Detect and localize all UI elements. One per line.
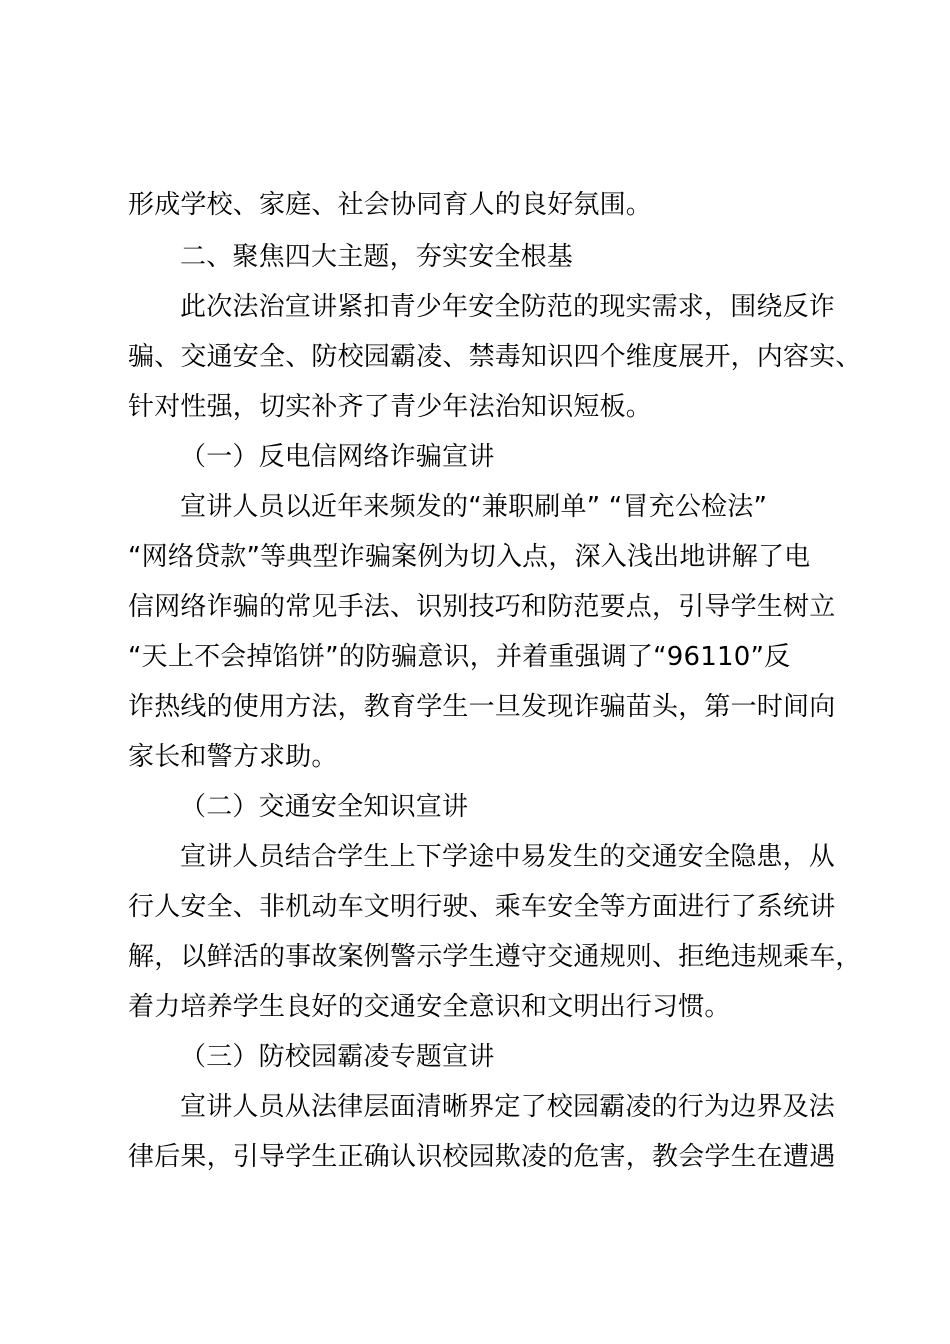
- body-text-line: 诈热线的使用方法，教育学生一旦发现诈骗苗头，第一时间向: [128, 692, 836, 722]
- body-text-line: 行人安全、非机动车文明行驶、乘车安全等方面进行了系统讲: [128, 892, 836, 922]
- body-text-line: 此次法治宣讲紧扣青少年安全防范的现实需求，围绕反诈: [180, 292, 836, 322]
- subsection-heading: （三）防校园霸凌专题宣讲: [180, 1042, 495, 1072]
- body-text-line: 宣讲人员从法律层面清晰界定了校园霸凌的行为边界及法: [180, 1092, 836, 1122]
- subsection-heading: （一）反电信网络诈骗宣讲: [180, 442, 495, 472]
- body-text-line: 针对性强，切实补齐了青少年法治知识短板。: [128, 392, 653, 422]
- body-text-line: “网络贷款”等典型诈骗案例为切入点，深入浅出地讲解了电: [128, 542, 811, 572]
- body-text-line: 宣讲人员结合学生上下学途中易发生的交通安全隐患，从: [180, 842, 836, 872]
- section-heading: 二、聚焦四大主题，夯实安全根基: [180, 242, 574, 272]
- body-text-line: “天上不会掉馅饼”的防骗意识，并着重强调了“96110”反: [128, 642, 791, 672]
- body-text-line: 解，以鲜活的事故案例警示学生遵守交通规则、拒绝违规乘车，: [128, 942, 862, 972]
- body-text-line: 宣讲人员以近年来频发的“兼职刷单” “冒充公检法”: [180, 492, 768, 522]
- subsection-heading: （二）交通安全知识宣讲: [180, 792, 469, 822]
- body-text-line: 形成学校、家庭、社会协同育人的良好氛围。: [128, 190, 653, 220]
- body-text-line: 着力培养学生良好的交通安全意识和文明出行习惯。: [128, 992, 731, 1022]
- body-text-line: 骗、交通安全、防校园霸凌、禁毒知识四个维度展开，内容实、: [128, 342, 862, 372]
- body-text-line: 信网络诈骗的常见手法、识别技巧和防范要点，引导学生树立: [128, 592, 836, 622]
- body-text-line: 律后果，引导学生正确认识校园欺凌的危害，教会学生在遭遇: [128, 1142, 836, 1172]
- body-text-line: 家长和警方求助。: [128, 742, 338, 772]
